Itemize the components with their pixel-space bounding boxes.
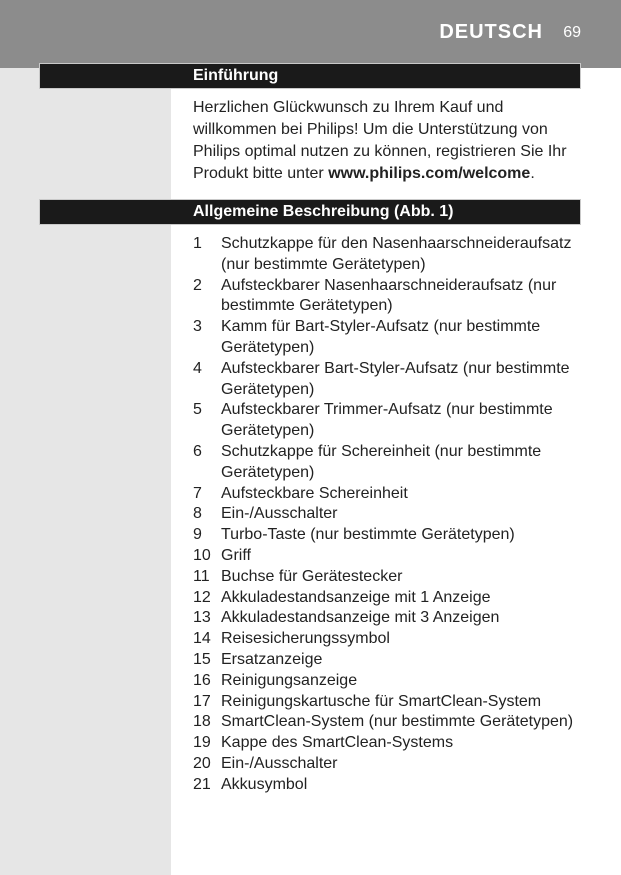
list-item-number: 11 — [193, 567, 210, 585]
list-item — [193, 317, 593, 359]
list-item — [193, 359, 593, 401]
list-item — [193, 588, 593, 609]
list-item-number: 14 — [193, 630, 211, 648]
intro-end: . — [530, 165, 535, 182]
list-item-number: 6 — [193, 442, 202, 460]
list-item-text: Akkuladestandsanzeige mit 3 Anzeigen — [221, 609, 500, 627]
list-item — [193, 712, 593, 733]
list-item — [193, 276, 593, 318]
list-item-number: 4 — [193, 359, 202, 377]
list-item-number: 1 — [193, 235, 202, 252]
list-item-text: Ersatzanzeige — [221, 650, 323, 668]
list-item-number: 17 — [193, 692, 211, 710]
list-item-text: Aufsteckbarer Nasenhaarschneideraufsatz (nur bestimmte Gerätetypen) — [221, 276, 557, 315]
list-item-number: 21 — [193, 775, 211, 793]
page-number: 69 — [563, 24, 581, 41]
parts-list — [193, 234, 593, 796]
list-item — [193, 608, 593, 629]
list-item-number: 18 — [193, 713, 211, 731]
list-item-text: Reinigungskartusche für SmartClean-System — [221, 692, 542, 710]
list-item — [193, 567, 593, 588]
language-label: DEUTSCH — [439, 21, 543, 43]
list-item-number: 7 — [193, 484, 202, 502]
list-item-text: Turbo-Taste (nur bestimmte Gerätetypen) — [221, 526, 515, 544]
list-item — [193, 671, 593, 692]
intro-text: Herzlichen Glückwunsch zu Ihrem Kauf und willkommen bei Philips! Um die Unterstützung von Philips optimal nutzen zu können, registrieren Sie Ihr Produkt bitte unter — [193, 99, 567, 182]
section-heading-intro-text: Einführung — [193, 67, 279, 84]
page-header — [0, 0, 621, 68]
list-item-text: Schutzkappe für den Nasenhaarschneideraufsatz (nur bestimmte Gerätetypen) — [221, 235, 572, 273]
list-item — [193, 733, 593, 754]
list-item — [193, 234, 593, 276]
list-item — [193, 504, 593, 525]
list-item-number: 9 — [193, 526, 202, 544]
section-heading-description — [39, 199, 581, 225]
welcome-link[interactable]: www.philips.com/welcome — [328, 165, 531, 182]
list-item — [193, 692, 593, 713]
list-item — [193, 650, 593, 671]
list-item-number: 12 — [193, 588, 211, 606]
list-item-number: 15 — [193, 650, 211, 668]
list-item-number: 16 — [193, 671, 211, 689]
list-item-text: Akkusymbol — [221, 775, 308, 793]
list-item — [193, 442, 593, 484]
list-item-text: Ein-/Ausschalter — [221, 754, 338, 772]
list-item-number: 5 — [193, 401, 202, 419]
list-item-number: 3 — [193, 318, 202, 336]
list-item-number: 19 — [193, 734, 211, 752]
list-item-number: 2 — [193, 276, 202, 294]
intro-paragraph — [193, 97, 588, 185]
list-item-text: SmartClean-System (nur bestimmte Gerätetypen) — [221, 713, 574, 731]
list-item-text: Ein-/Ausschalter — [221, 505, 338, 523]
section-heading-description-text: Allgemeine Beschreibung (Abb. 1) — [193, 203, 454, 220]
left-margin-column — [0, 68, 171, 875]
list-item — [193, 484, 593, 505]
list-item-text: Aufsteckbare Schereinheit — [221, 484, 408, 502]
list-item — [193, 546, 593, 567]
list-item-text: Griff — [221, 546, 251, 564]
list-item-text: Kappe des SmartClean-Systems — [221, 734, 454, 752]
list-item-text: Reisesicherungssymbol — [221, 630, 390, 648]
list-item-text: Akkuladestandsanzeige mit 1 Anzeige — [221, 588, 491, 606]
list-item — [193, 400, 593, 442]
list-item-number: 8 — [193, 505, 202, 523]
list-item-text: Aufsteckbarer Bart-Styler-Aufsatz (nur bestimmte Gerätetypen) — [221, 359, 570, 398]
list-item-text: Reinigungsanzeige — [221, 671, 358, 689]
list-item-text: Buchse für Gerätestecker — [221, 567, 403, 585]
list-item-number: 20 — [193, 754, 211, 772]
list-item — [193, 775, 593, 796]
list-item — [193, 754, 593, 775]
list-item — [193, 629, 593, 650]
section-heading-intro — [39, 63, 581, 89]
list-item-number: 10 — [193, 546, 211, 564]
list-item — [193, 525, 593, 546]
list-item-text: Kamm für Bart-Styler-Aufsatz (nur bestimmte Gerätetypen) — [221, 318, 541, 356]
list-item-text: Schutzkappe für Schereinheit (nur bestimmte Gerätetypen) — [221, 442, 542, 481]
list-item-number: 13 — [193, 609, 211, 627]
list-item-text: Aufsteckbarer Trimmer-Aufsatz (nur bestimmte Gerätetypen) — [221, 401, 553, 440]
